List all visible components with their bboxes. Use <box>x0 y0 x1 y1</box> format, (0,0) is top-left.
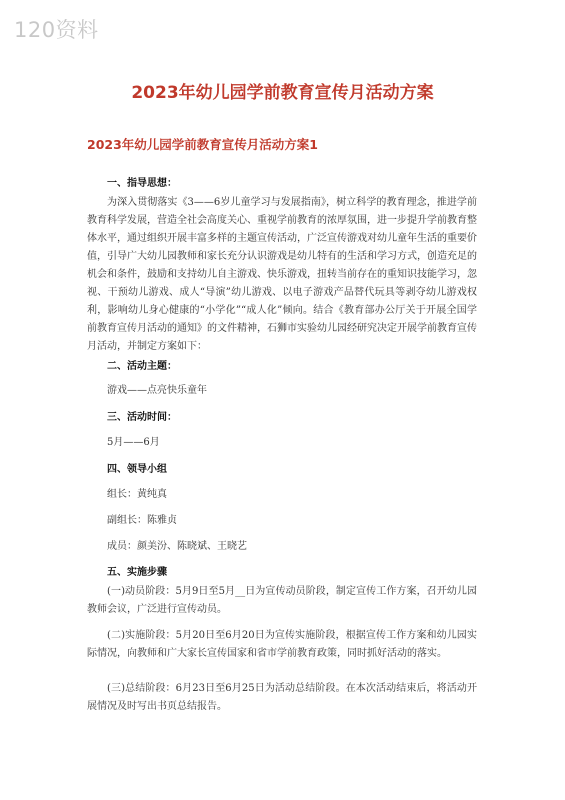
section-heading-guiding: 一、指导思想： <box>107 178 177 189</box>
time-text: 5月——6月 <box>107 437 160 448</box>
document-title: 2023年幼儿园学前教育宣传月活动方案 <box>131 83 434 103</box>
section-heading-steps: 五、实施步骤 <box>107 567 167 578</box>
watermark-logo: 120资料 <box>14 18 99 42</box>
guiding-paragraph: 为深入贯彻落实《3——6岁儿童学习与发展指南》，树立科学的教育理念，推进学前教育科学发展，营造全社会高度关心、重视学前教育的浓厚氛围，进一步提升学前教育整体水平，通过组织开展丰富多样的主题宣传活动，广泛宣传游戏对幼儿童年生活的重要价值，引导广大幼儿园教师和家长充分认识游戏是幼儿特有的生活和学习方式，创造充足的机会和条件，鼓励和支持幼儿自主游戏、快乐游戏，扭转当前存在的重知识技能学习，忽视、干预幼儿游戏、成人“导演”幼儿游戏、以电子游戏产品替代玩具等剥夺幼儿游戏权利，影响幼儿身心健康的“小学化”“成人化”倾向。结合《教育部办公厅关于开展全国学前教育宣传月活动的通知》的文件精神，石狮市实验幼儿园经研究决定开展学前教育宣传月活动，并制定方案如下： <box>87 197 477 352</box>
document-subtitle: 2023年幼儿园学前教育宣传月活动方案1 <box>87 137 318 152</box>
section-heading-time: 三、活动时间： <box>107 412 177 423</box>
step-mobilization: (一)动员阶段：5月9日至5月__日为宣传动员阶段，制定宣传工作方案，召开幼儿园教师会议，广泛进行宣传动员。 <box>87 586 477 615</box>
step-summary: (三)总结阶段：6月23日至6月25日为活动总结阶段。在本次活动结束后，将活动开展情况及时写出书页总结报告。 <box>87 683 477 712</box>
section-heading-theme: 二、活动主题： <box>107 361 177 372</box>
step-implementation: (二)实施阶段：5月20日至6月20日为宣传实施阶段，根据宣传工作方案和幼儿园实际情况，向教师和广大家长宣传国家和省市学前教育政策，同时抓好活动的落实。 <box>87 630 477 659</box>
deputy-leader-text: 副组长：陈雅贞 <box>107 515 177 526</box>
members-text: 成员：颜美汾、陈晓斌、王晓艺 <box>107 541 247 552</box>
leader-text: 组长：黄纯真 <box>107 489 167 500</box>
theme-text: 游戏——点亮快乐童年 <box>107 385 207 396</box>
section-heading-leadership: 四、领导小组 <box>107 464 167 475</box>
